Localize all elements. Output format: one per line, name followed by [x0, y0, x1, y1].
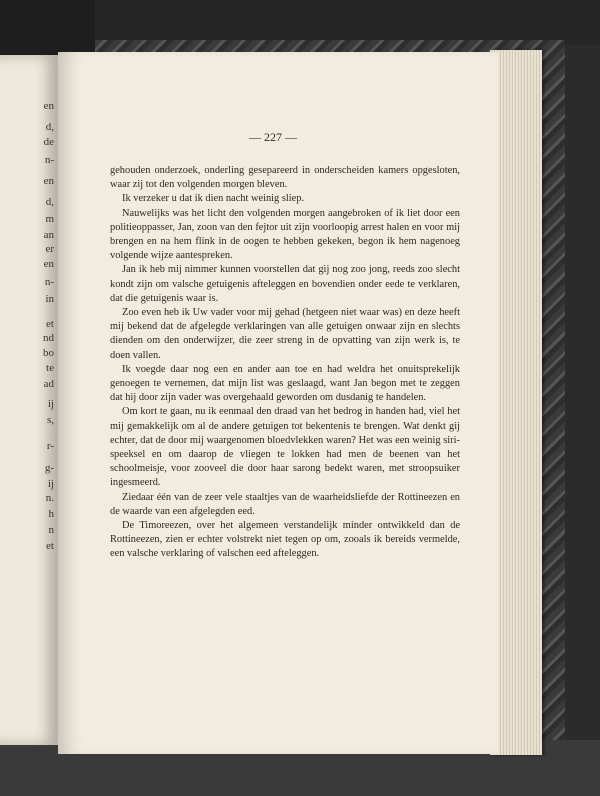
paragraph: Zoo even heb ik Uw vader voor mij gehad (hetgeen niet waar was) en deze heeft mij bekend dat de afgelegde verklaringen van alle getuigen onwaar zijn en slechts dienden om den onderwijzer, die zeer streng in de opvatting van zijn werk is, te doen vallen. — [110, 307, 460, 361]
left-page-fragment: en — [43, 100, 54, 112]
book-page — [58, 52, 498, 754]
left-page-fragment: er — [45, 243, 54, 255]
left-page-fragment: te — [46, 362, 54, 374]
paragraph: Ik voegde daar nog een en ander aan toe en had weldra het onuitsprekelijk genoegen te vernemen, dat mijn list was geslaagd, want Jan begon met te zeggen dat hij door zijn vader was overgehaald geworden om dusdanig te handelen. — [110, 363, 460, 404]
left-page-fragment: s, — [46, 414, 54, 426]
left-page-fragment: r- — [46, 440, 54, 452]
left-page-fragment: an — [43, 229, 54, 241]
left-page-fragment: et — [46, 540, 54, 552]
paragraph: Ziedaar één van de zeer vele staaltjes van de waarheidsliefde der Rottineezen en de waarde van een afgelegden eed. — [110, 491, 460, 517]
left-page-fragment: n — [48, 524, 54, 536]
left-page-fragment: n- — [44, 276, 54, 288]
left-page-fragment: d, — [45, 196, 54, 208]
left-page-fragment: g- — [44, 462, 54, 474]
paragraph: Om kort te gaan, nu ik eenmaal den draad van het bedrog in handen had, viel het mij gemakkelijk om al de andere getuigen tot bekentenis te brengen. Wat denkt gij echter, dat de door mij waargenomen bloedvlekken waren? Het was een weinig siri-speeksel en om daarop de vliegen te lokken had men de beenen van het schoolmeisje, voor zooveel die door haar sarong bedekt waren, met stroopsuiker ingesmeerd. — [110, 406, 460, 489]
left-page-fragment: en — [43, 175, 54, 187]
left-page — [0, 55, 60, 745]
page-number: — 227 — — [249, 130, 297, 144]
left-page-fragment: ij — [47, 398, 54, 410]
left-page-fragment: m — [45, 213, 54, 225]
left-page-fragment: d, — [45, 121, 54, 133]
left-page-fragment: bo — [43, 347, 54, 359]
paragraph: Nauwelijks was het licht den volgenden morgen aangebroken of ik liet door een politieoppasser, Jan, zoon van den fejtor uit zijn voorloopig arrest halen en voor mij brengen en na hem flink in de oogen te hebben gekeken, begon ik hem nagenoeg volgende wijze aantespreken. — [110, 207, 460, 262]
paragraph: Jan ik heb mij nimmer kunnen voorstellen dat gij nog zoo jong, reeds zoo slecht kondt zijn om valsche getuigenis afteleggen en bovendien onder eede te verklaren, dat die getuigenis waar is. — [110, 264, 460, 304]
paragraph: De Timoreezen, over het algemeen verstandelijk minder ontwikkeld dan de Rottineezen, zien er echter volstrekt niet tegen op om, zooals ik bereids vermelde, een valsche verklaring of valschen eed afteleggen. — [110, 520, 460, 560]
left-page-fragment: n. — [45, 492, 54, 504]
left-page-fragment: ad — [43, 378, 54, 390]
left-page-fragment: de — [43, 136, 54, 148]
left-page-fragment: n- — [44, 154, 54, 166]
paragraph: Ik verzeker u dat ik dien nacht weinig sliep. — [122, 193, 305, 205]
left-page-fragment: in — [45, 293, 54, 305]
left-page-fragment: ij — [47, 478, 54, 490]
paragraph: gehouden onderzoek, onderling gesepareerd in onderscheiden kamers opgesloten, waar zij tot den volgenden morgen bleven. — [110, 165, 460, 191]
left-page-fragment: en — [43, 258, 54, 270]
left-page-fragment: h — [48, 508, 54, 520]
left-page-fragment: et — [46, 318, 54, 330]
page-text — [110, 164, 460, 562]
background-top — [95, 0, 600, 45]
left-page-fragment: nd — [43, 332, 54, 344]
